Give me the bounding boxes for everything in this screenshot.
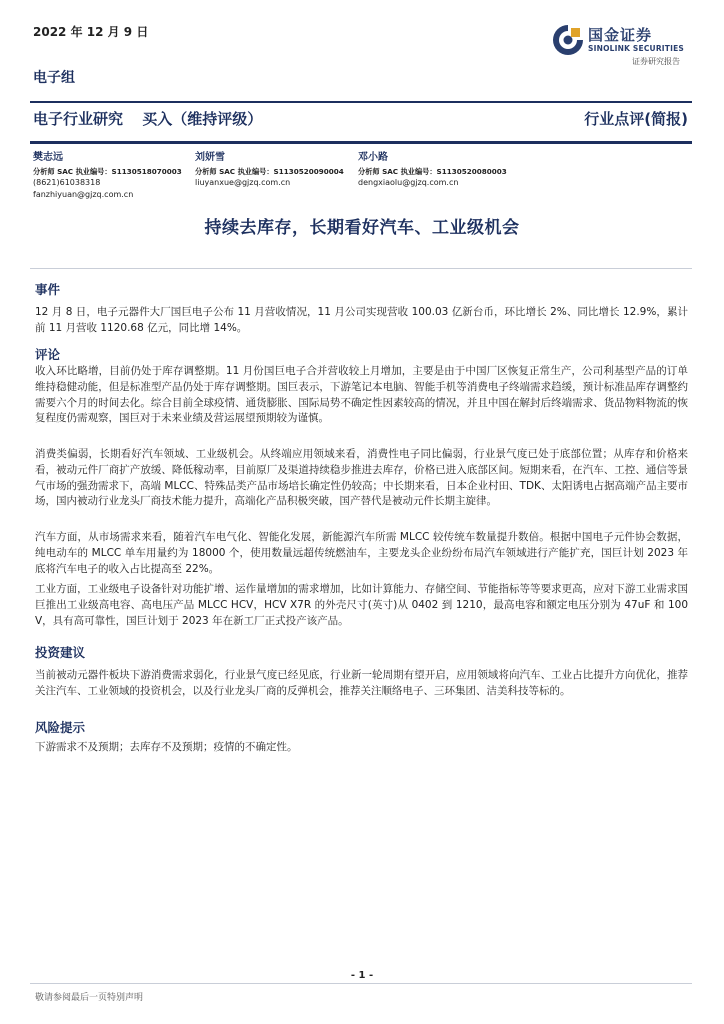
analyst-license: 分析师 SAC 执业编号：S1130520090004 <box>195 166 344 176</box>
event-paragraph: 12 月 8 日，电子元器件大厂国巨电子公布 11 月营收情况，11 月公司实现营收 100.03 亿新台币，环比增长 2%、同比增长 12.9%，累计前 11 月营收 1120.68 亿元，同比增 14%。 <box>35 306 688 334</box>
sinolink-logo-icon <box>552 24 584 56</box>
analyst-license: 分析师 SAC 执业编号：S1130520080003 <box>358 166 507 176</box>
analyst-name: 樊志远 <box>33 152 63 163</box>
comment-paragraph: 消费类偏弱，长期看好汽车领域、工业级机会。从终端应用领域来看，消费性电子同比偏弱，行业景气度已处于底部位置；从库存和价格来看，被动元件厂商扩产放缓、降低稼动率，目前原厂及渠道持续稳步推进去库存，价格已进入底部区间。短期来看，在汽车、工控、通信等景气市场的强劲需求下，高端 MLCC、特殊品类产品市场培长确定性仍较高；中长期来看，日本企业村田、TDK、太阳诱电占据高端产品主要市场，国内被动行业龙头厂商技术能力提升，高端化产品积极突破，国产替代是被动元件长期主旋律。 <box>35 448 688 508</box>
report-type: 行业点评(简报) <box>584 110 688 128</box>
industry-label: 电子行业研究 <box>33 110 124 128</box>
title-divider <box>30 268 692 269</box>
comment-paragraph: 工业方面，工业级电子设备针对功能扩增、运作量增加的需求增加，比如计算能力、存储空间、节能指标等等要求更高，应对下游工业需求国巨推出工业级高电容、高电压产品 MLCC HCV，HCV X7R 的外壳尺寸(英寸)从 0402 到 1210，最高电容和额定电压分别为 47uF 和 100 V，具有高可靠性，国巨计划于 2023 年在新工厂正式投产该产品。 <box>35 583 688 627</box>
analyst-email: fanzhiyuan@gjzq.com.cn <box>33 189 134 199</box>
section-heading-risk: 风险提示 <box>35 720 86 735</box>
analyst-block <box>33 152 182 200</box>
rating-label: 买入（维持评级） <box>142 110 263 128</box>
analyst-license: 分析师 SAC 执业编号：S1130518070003 <box>33 166 182 176</box>
section-heading-comment: 评论 <box>35 347 61 362</box>
analyst-name: 邓小路 <box>358 152 388 163</box>
research-group: 电子组 <box>33 70 75 86</box>
analyst-email: liuyanxue@gjzq.com.cn <box>195 178 291 187</box>
report-line <box>33 108 276 129</box>
brand-subtitle: 证券研究报告 <box>632 57 680 66</box>
section-heading-event: 事件 <box>35 282 61 297</box>
report-date: 2022 年 12 月 9 日 <box>33 25 149 39</box>
analyst-email: dengxiaolu@gjzq.com.cn <box>358 178 459 187</box>
analyst-block <box>195 152 344 189</box>
section-heading-advice: 投资建议 <box>35 645 86 660</box>
risk-paragraph: 下游需求不及预期；去库存不及预期；疫情的不确定性。 <box>35 741 298 753</box>
advice-paragraph: 当前被动元器件板块下游消费需求弱化，行业景气度已经见底，行业新一轮周期有望开启，应用领域将向汽车、工业占比提升方向优化，推荐关注汽车、工业领域的投资机会，以及行业龙头厂商的反弹机会，推荐关注顺络电子、三环集团、洁美科技等标的。 <box>35 669 688 697</box>
analyst-divider <box>30 141 692 144</box>
footer-divider <box>30 983 692 984</box>
analyst-block <box>358 152 507 189</box>
comment-paragraph: 汽车方面，从市场需求来看，随着汽车电气化、智能化发展，新能源汽车所需 MLCC 较传统车数量提升数倍。根据中国电子元件协会数据，纯电动车的 MLCC 单车用量约为 18000 个，使用数量远超传统燃油车，主要龙头企业纷纷布局汽车领域进行产能扩充，国巨计划 2023 年底将汽车电子的收入占比提高至 22%。 <box>35 531 688 575</box>
page-number: - 1 - <box>350 970 374 981</box>
header-divider <box>30 101 692 103</box>
report-title: 持续去库存，长期看好汽车、工业级机会 <box>204 218 520 238</box>
analyst-phone: (8621)61038318 <box>33 178 101 187</box>
disclaimer-note: 敬请参阅最后一页特别声明 <box>35 993 144 1003</box>
brand-name-cn: 国金证券 <box>588 26 653 44</box>
brand-name-en: SINOLINK SECURITIES <box>588 44 685 53</box>
analyst-name: 刘妍雪 <box>195 152 225 163</box>
comment-paragraph: 收入环比略增，目前仍处于库存调整期。11 月份国巨电子合并营收较上月增加，主要是由于中国厂区恢复正常生产，公司利基型产品的订单维持稳健动能，但是标准型产品仍处于库存调整期。国巨表示，下游笔记本电脑、智能手机等消费电子终端需求趋缓，预计标准品库存调整约需要六个月的时间去化。综合目前全球疫情、通货膨胀、国际局势不确定性因素较高的情况，并且中国在解封后终端需求、货品物料物流的恢复程度仍需观察，国巨对于未来业绩及营运展望预期较为谨慎。 <box>35 365 688 425</box>
